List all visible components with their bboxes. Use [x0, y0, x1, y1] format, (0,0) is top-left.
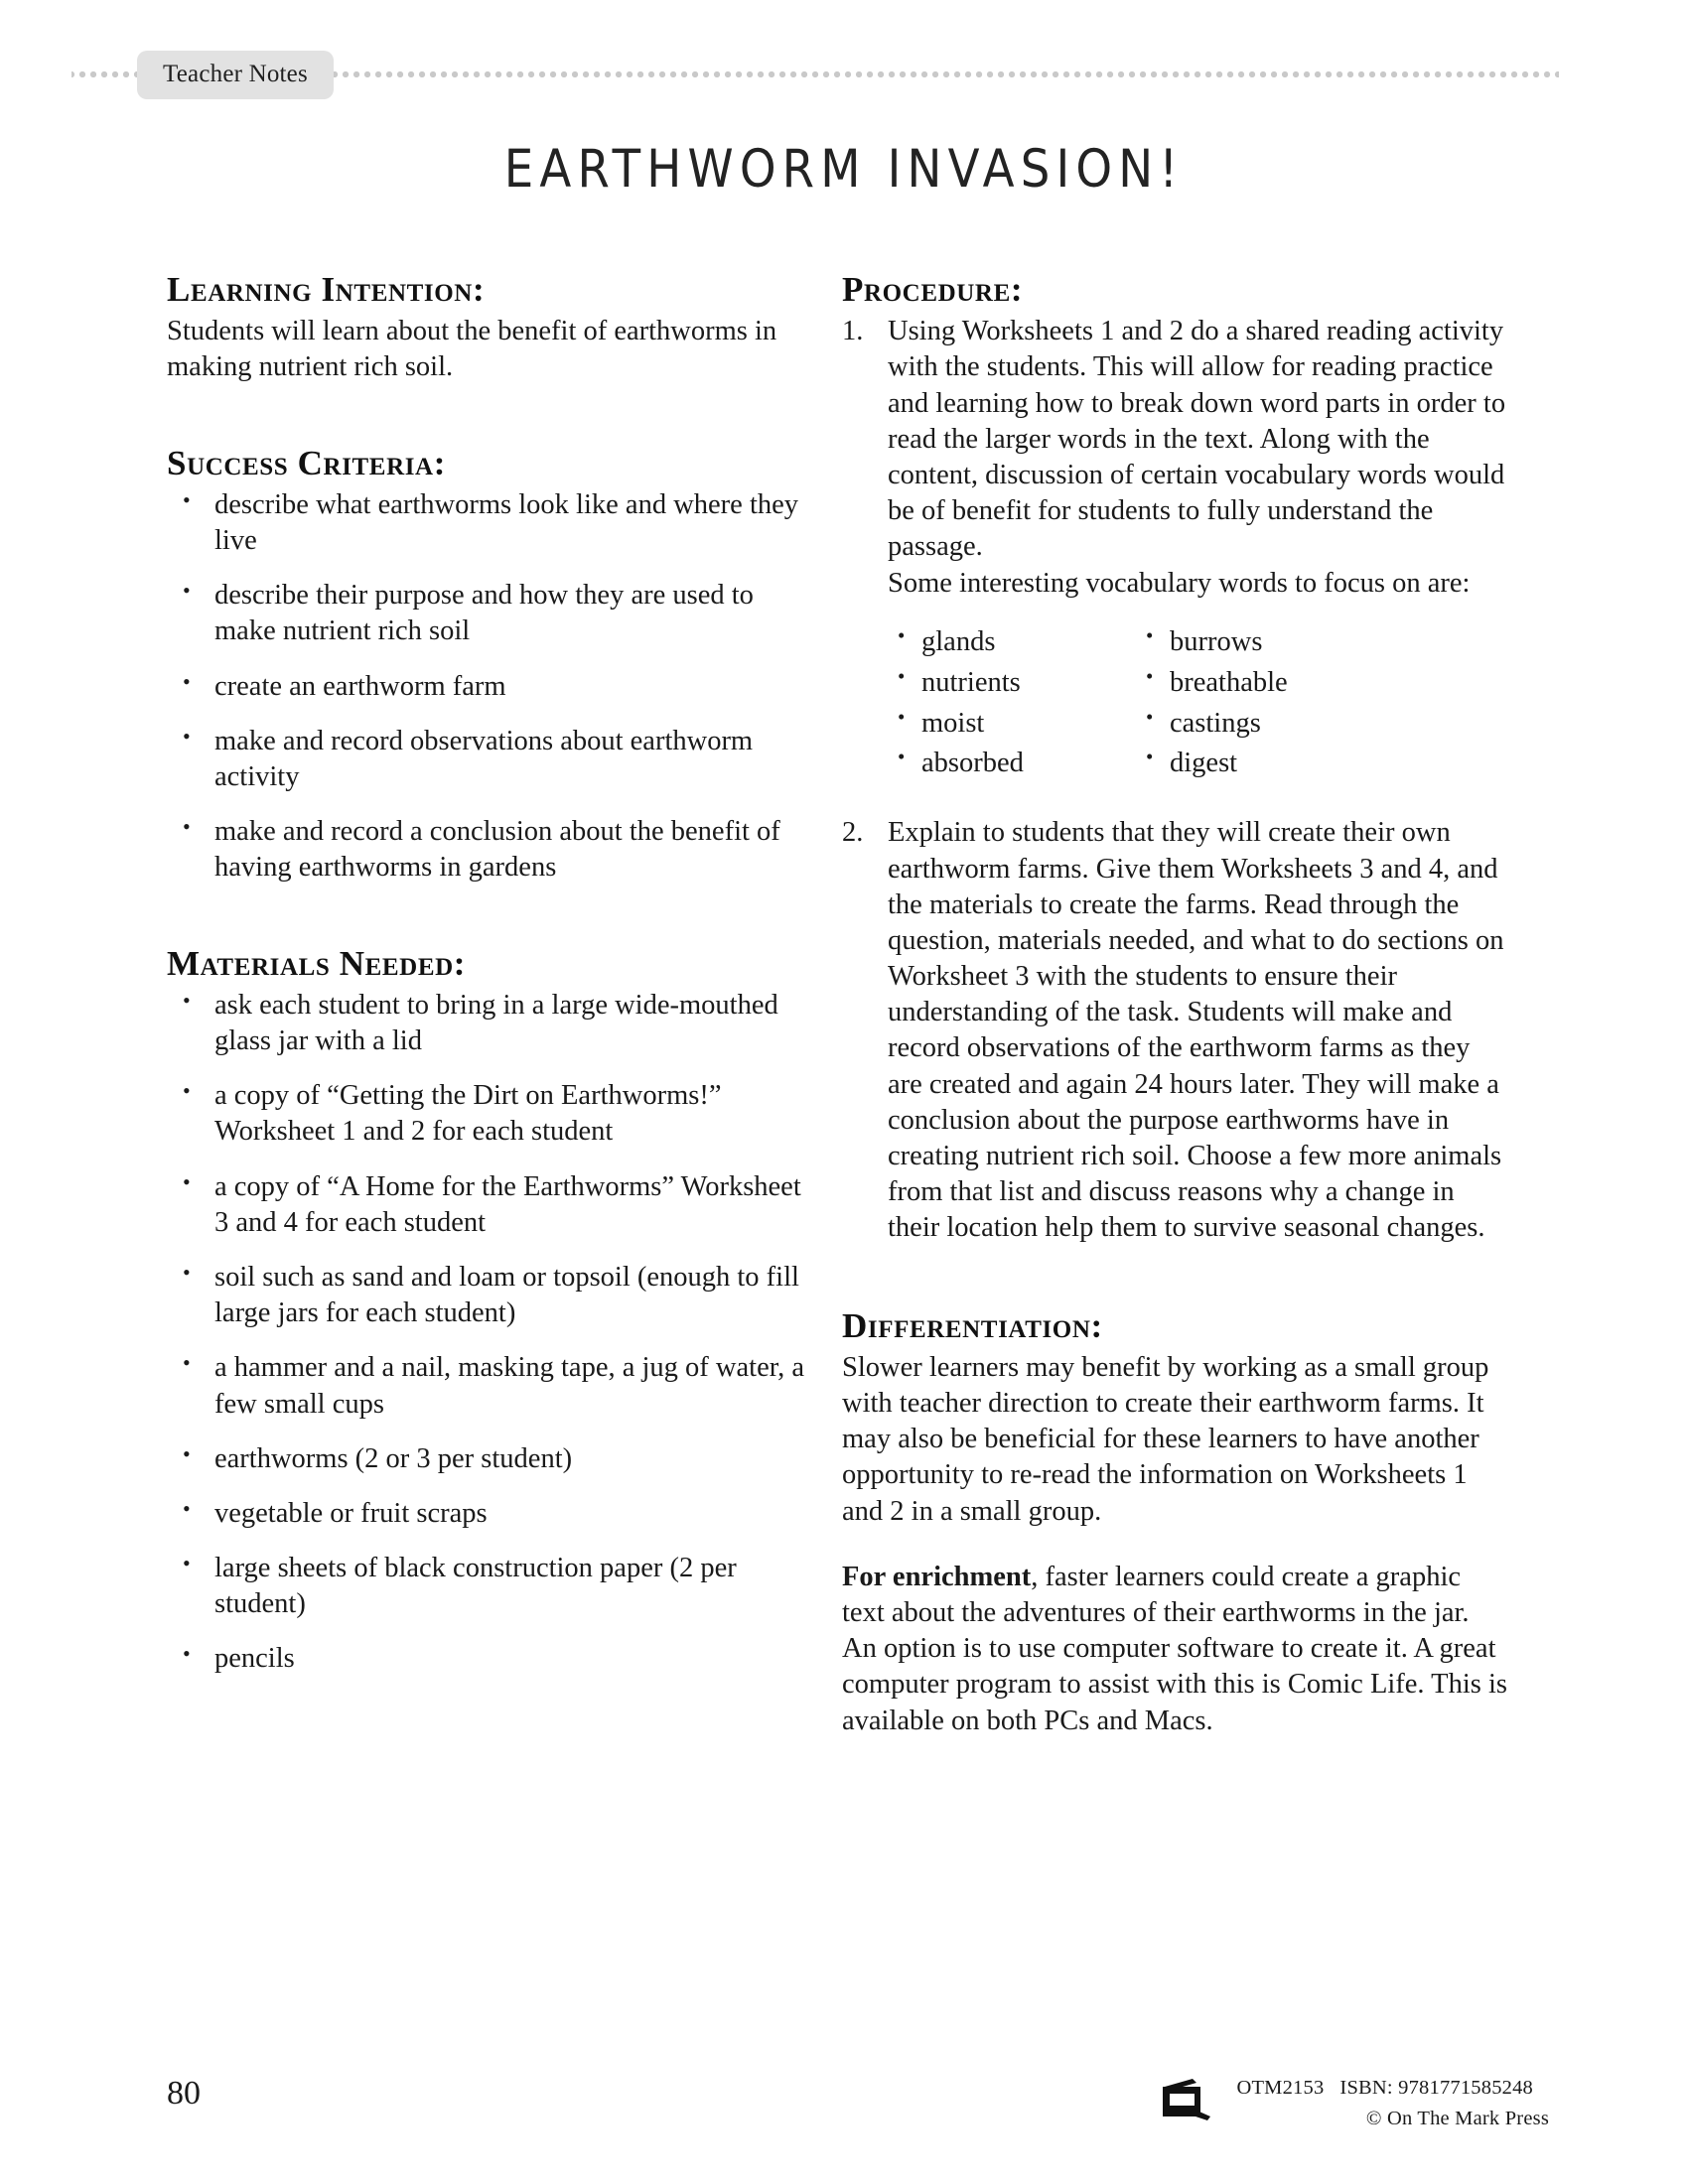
procedure-step-1	[842, 314, 1507, 602]
publisher-footer	[1159, 2073, 1549, 2134]
page-title: EARTHWORM INVASION!	[503, 139, 1185, 200]
materials-needed-list	[167, 988, 812, 1678]
list-item: • describe their purpose and how they are used to make nutrient rich soil	[167, 578, 812, 649]
list-item: • pencils	[167, 1641, 812, 1677]
procedure-step-2: Explain to students that they will create their own earthworm farms. Give them Worksheets 3 and 4, and the materials to create the farms. Read through the question, materials needed, and what to do sections on Worksheet 3 with the students to ensure their understanding of the task. Students will make and record observations of the earthworm farms as they are created and again 24 hours later. They will make a conclusion about the purpose earthworms have in creating nutrient rich soil. Choose a few more animals from that list and discuss reasons why a change in their location help them to survive seasonal changes.	[888, 817, 1504, 1244]
procedure-heading: Procedure:	[842, 270, 1024, 309]
success-criteria-heading: Success Criteria:	[167, 443, 446, 482]
procedure-step-1-text: Using Worksheets 1 and 2 do a shared reading activity with the students. This will allow for reading practice and learning how to break down word parts in order to read the larger words in the text. Along with the content, discussion of certain vocabulary words would be of benefit for students to fully understand the passage.	[888, 316, 1506, 563]
procedure-list	[842, 314, 1507, 602]
enrichment-lead-in: For enrichment	[842, 1561, 1032, 1592]
list-item: • a hammer and a nail, masking tape, a jug of water, a few small cups	[167, 1350, 812, 1422]
list-item: • a copy of “A Home for the Earthworms” Worksheet 3 and 4 for each student	[167, 1169, 812, 1241]
publisher-logo-icon	[1159, 2075, 1214, 2126]
publisher-info	[1236, 2073, 1549, 2134]
isbn: ISBN: 9781771585248	[1339, 2077, 1533, 2099]
learning-intention-text: Students will learn about the benefit of earthworms in making nutrient rich soil.	[167, 316, 777, 383]
differentiation-paragraph-2	[842, 1560, 1507, 1739]
differentiation-paragraph-1: Slower learners may benefit by working as a small group with teacher direction to create their earthworm farms. It may also be beneficial for these learners to have another opportunity to re-read the information on Worksheets 1 and 2 in a small group.	[842, 1351, 1489, 1527]
list-item: • make and record observations about earthworm activity	[167, 724, 812, 795]
list-item: • vegetable or fruit scraps	[167, 1496, 812, 1532]
list-item: • breathable	[1136, 664, 1384, 702]
list-item: • earthworms (2 or 3 per student)	[167, 1441, 812, 1477]
product-code: OTM2153	[1236, 2077, 1325, 2099]
list-item: • describe what earthworms look like and where they live	[167, 487, 812, 559]
list-item: • burrows	[1136, 623, 1384, 661]
list-item: • make and record a conclusion about the benefit of having earthworms in gardens	[167, 814, 812, 886]
vocabulary-intro: Some interesting vocabulary words to focus on are:	[888, 567, 1471, 599]
spacer	[167, 887, 812, 944]
left-column	[167, 270, 842, 1739]
procedure-list-continued	[842, 815, 1507, 1246]
publisher-codes	[1236, 2073, 1549, 2104]
spacer	[167, 386, 812, 444]
copyright: © On The Mark Press	[1365, 2107, 1549, 2129]
list-item: • glands	[888, 623, 1136, 661]
list-item: • large sheets of black construction paper (2 per student)	[167, 1551, 812, 1622]
materials-needed-heading: Materials Needed:	[167, 943, 467, 983]
differentiation-heading: Differentiation:	[842, 1305, 1103, 1345]
vocabulary-column-1	[888, 623, 1136, 786]
page-number: 80	[167, 2075, 201, 2112]
list-item: • castings	[1136, 705, 1384, 743]
vocabulary-list	[842, 623, 1507, 786]
learning-intention-heading: Learning Intention:	[167, 270, 486, 309]
list-item: • moist	[888, 705, 1136, 743]
list-item: • absorbed	[888, 745, 1136, 782]
success-criteria-list	[167, 487, 812, 887]
vocabulary-column-2	[1136, 623, 1384, 786]
right-column	[842, 270, 1507, 1739]
list-item: • digest	[1136, 745, 1384, 782]
enrichment-text: , faster learners could create a graphic text about the adventures of their earthworms in the jar. An option is to use computer software to create it. A great computer program to assist with this is Comic Life. This is available on both PCs and Macs.	[842, 1561, 1507, 1736]
dotted-rule-right	[334, 69, 1559, 79]
spacer	[842, 1261, 1507, 1306]
content-columns	[167, 270, 1537, 1739]
list-item: • a copy of “Getting the Dirt on Earthworms!” Worksheet 1 and 2 for each student	[167, 1078, 812, 1150]
page-header	[71, 48, 1559, 101]
list-item: • nutrients	[888, 664, 1136, 702]
dotted-rule-left	[71, 69, 137, 79]
teacher-notes-tab: Teacher Notes	[137, 51, 334, 99]
list-item: • soil such as sand and loam or topsoil (enough to fill large jars for each student)	[167, 1260, 812, 1331]
list-item: • ask each student to bring in a large wide-mouthed glass jar with a lid	[167, 988, 812, 1059]
spacer	[842, 1530, 1507, 1560]
list-item: • create an earthworm farm	[167, 669, 812, 705]
